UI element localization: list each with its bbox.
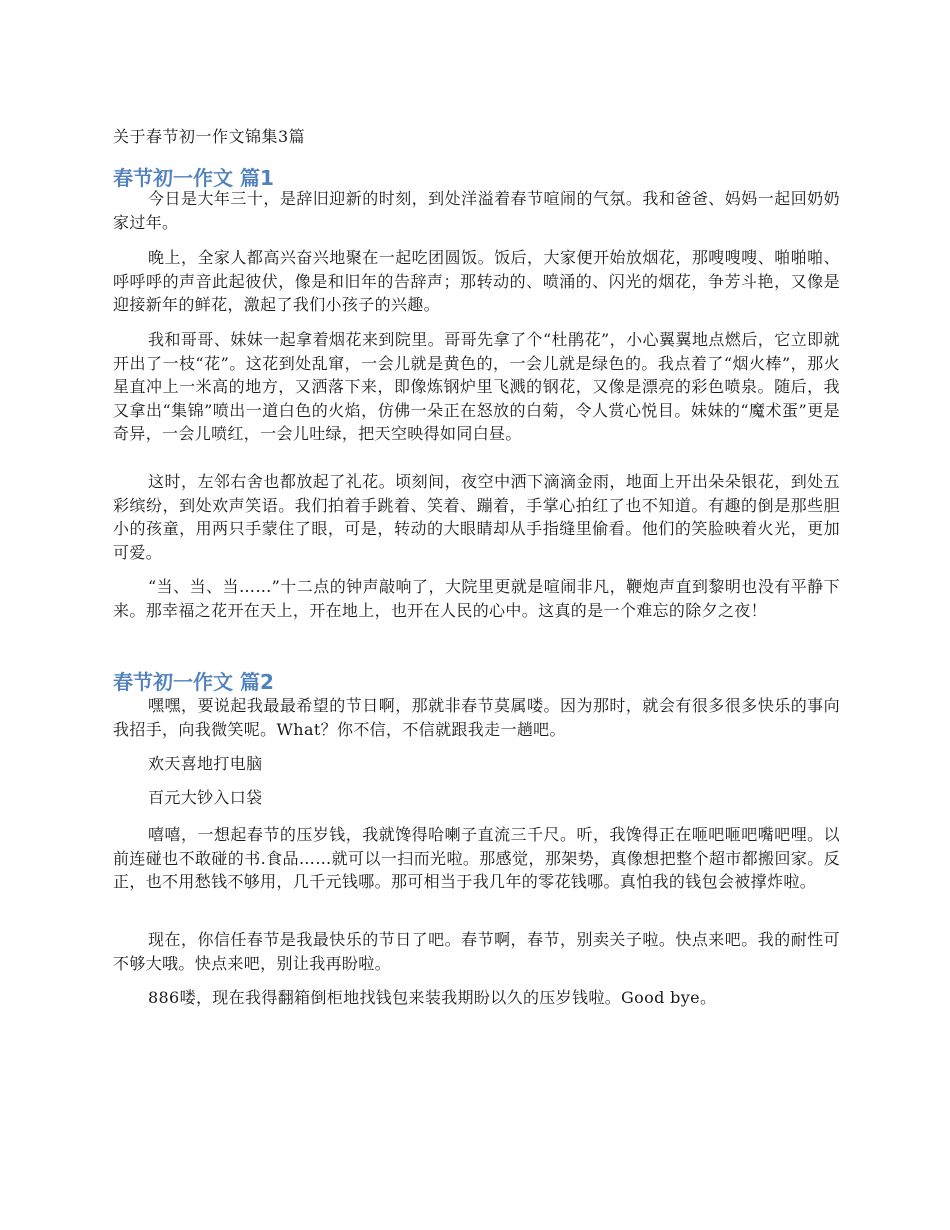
paragraph: 886喽，现在我得翻箱倒柜地找钱包来装我期盼以久的压岁钱啦。Good bye。 xyxy=(148,988,717,1007)
paragraph: 百元大钞入口袋 xyxy=(148,788,263,807)
section-heading-2: 春节初一作文 篇2 xyxy=(113,670,274,694)
section-heading-1: 春节初一作文 篇1 xyxy=(113,166,274,190)
paragraph: 我和哥哥、妹妹一起拿着烟花来到院里。哥哥先拿了个“杜鹃花”，小心翼翼地点燃后，它立即就开出了一枝“花”。这花到处乱窜，一会儿就是黄色的，一会儿就是绿色的。我点着了“烟火棒”，那火星直冲上一米高的地方，又洒落下来，即像炼钢炉里飞溅的钢花，又像是漂亮的彩色喷泉。随后，我又拿出“集锦”喷出一道白色的火焰，仿佛一朵正在怒放的白菊，令人赏心悦目。妹妹的“魔术蛋”更是奇异，一会儿喷红，一会儿吐绿，把天空映得如同白昼。 xyxy=(113,330,840,443)
paragraph: 这时，左邻右舍也都放起了礼花。顷刻间，夜空中洒下滴滴金雨，地面上开出朵朵银花，到处五彩缤纷，到处欢声笑语。我们拍着手跳着、笑着、蹦着，手掌心拍红了也不知道。有趣的倒是那些胆小的孩童，用两只手蒙住了眼，可是，转动的大眼睛却从手指缝里偷看。他们的笑脸映着火光，更加可爱。 xyxy=(113,472,840,562)
paragraph: 今日是大年三十，是辞旧迎新的时刻，到处洋溢着春节喧闹的气氛。我和爸爸、妈妈一起回奶奶家过年。 xyxy=(113,189,840,232)
paragraph: 嘻嘻，一想起春节的压岁钱，我就馋得哈喇子直流三千尺。听，我馋得正在咂吧咂吧嘴吧哩。以前连碰也不敢碰的书.食品……就可以一扫而光啦。那感觉，那架势，真像想把整个超市都搬回家。反正，也不用愁钱不够用，几千元钱哪。那可相当于我几年的零花钱哪。真怕我的钱包会被撑炸啦。 xyxy=(113,825,840,891)
paragraph: 晚上，全家人都高兴奋兴地聚在一起吃团圆饭。饭后，大家便开始放烟花，那嗖嗖嗖、啪啪啪、呼呼呼的声音此起彼伏，像是和旧年的告辞声；那转动的、喷涌的、闪光的烟花，争芳斗艳，又像是迎接新年的鲜花，激起了我们小孩子的兴趣。 xyxy=(113,248,840,314)
paragraph: 嘿嘿，要说起我最最希望的节日啊，那就非春节莫属喽。因为那时，就会有很多很多快乐的事向我招手，向我微笑呢。What？你不信，不信就跟我走一趟吧。 xyxy=(113,696,840,739)
paragraph: 现在，你信任春节是我最快乐的节日了吧。春节啊，春节，别卖关子啦。快点来吧。我的耐性可不够大哦。快点来吧，别让我再盼啦。 xyxy=(113,930,840,973)
paragraph: “当、当、当……”十二点的钟声敲响了，大院里更就是喧闹非凡，鞭炮声直到黎明也没有平静下来。那幸福之花开在天上，开在地上，也开在人民的心中。这真的是一个难忘的除夕之夜！ xyxy=(113,577,840,620)
paragraph: 欢天喜地打电脑 xyxy=(148,754,263,773)
document-title: 关于春节初一作文锦集3篇 xyxy=(113,127,306,146)
